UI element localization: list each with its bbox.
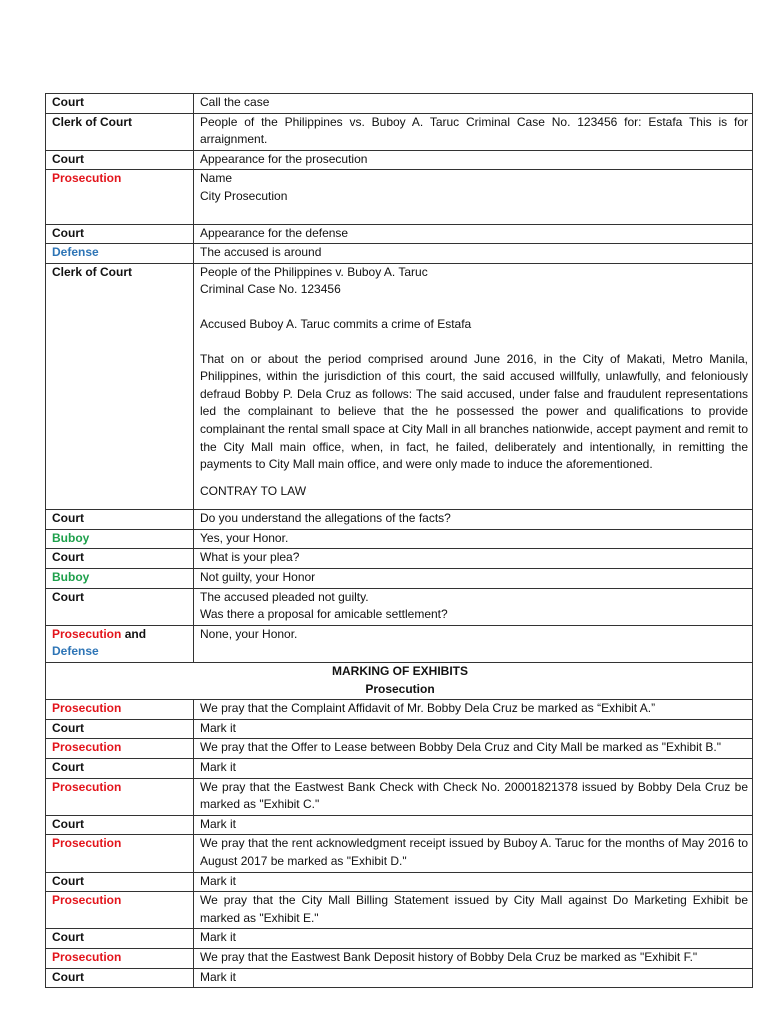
table-row <box>46 569 753 589</box>
dialogue-line: We pray that the Eastwest Bank Deposit history of Bobby Dela Cruz be marked as "Exhibit F." <box>200 949 698 964</box>
table-row <box>46 929 753 949</box>
dialogue-cell <box>194 150 753 170</box>
table-row <box>46 815 753 835</box>
table-row <box>46 759 753 779</box>
table-row <box>46 739 753 759</box>
section-header-row <box>46 663 753 700</box>
table-row <box>46 700 753 720</box>
table-row <box>46 968 753 988</box>
opening-rows <box>46 94 753 264</box>
dialogue-line: What is your plea? <box>200 550 300 565</box>
speaker-cell: Court <box>46 872 194 892</box>
dialogue-line: The accused pleaded not guilty. <box>200 589 369 604</box>
dialogue-line: Name <box>200 171 233 186</box>
table-row <box>46 244 753 264</box>
table-row <box>46 835 753 872</box>
dialogue-line: We pray that the Eastwest Bank Check with Check No. 20001821378 issued by Bobby Dela Cruz be marked as "Exhibit C." <box>200 779 748 812</box>
dialogue-cell <box>194 244 753 264</box>
table-row <box>46 94 753 114</box>
speaker-cell: Defense <box>46 244 194 264</box>
dialogue-cell <box>194 529 753 549</box>
dialogue-cell <box>194 968 753 988</box>
dialogue-cell <box>194 700 753 720</box>
dialogue-cell <box>194 263 753 510</box>
dialogue-line: Not guilty, your Honor <box>200 570 316 585</box>
dialogue-cell <box>194 892 753 929</box>
speaker-cell: Buboy <box>46 529 194 549</box>
table-row <box>46 113 753 150</box>
transcript-document <box>45 93 748 988</box>
dialogue-line: Mark it <box>200 720 236 735</box>
dialogue-line: Mark it <box>200 969 236 984</box>
dialogue-line: People of the Philippines vs. Buboy A. Taruc Criminal Case No. 123456 for: Estafa This is for arraignment. <box>200 114 748 147</box>
dialogue-cell <box>194 719 753 739</box>
dialogue-line: Appearance for the prosecution <box>200 151 368 166</box>
table-row <box>46 150 753 170</box>
speaker-cell: Court <box>46 815 194 835</box>
speaker-cell <box>46 625 194 662</box>
speaker-cell: Prosecution <box>46 170 194 224</box>
dialogue-line: Call the case <box>200 95 270 109</box>
speaker-cell: Court <box>46 510 194 530</box>
dialogue-cell <box>194 94 753 114</box>
dialogue-cell <box>194 835 753 872</box>
speaker-cell: Prosecution <box>46 835 194 872</box>
speaker-cell: Court <box>46 549 194 569</box>
case-number: Criminal Case No. 123456 <box>200 282 341 297</box>
joint-reply-section <box>46 625 753 699</box>
dialogue-line: We pray that the City Mall Billing Statement issued by City Mall against Do Marketing Exhibit be marked as "Exhibit E." <box>200 893 748 925</box>
speaker-cell: Court <box>46 150 194 170</box>
dialogue-cell <box>194 948 753 968</box>
speaker-cell: Court <box>46 759 194 779</box>
dialogue-cell <box>194 872 753 892</box>
table-row <box>46 170 753 224</box>
dialogue-cell <box>194 510 753 530</box>
dialogue-line: Do you understand the allegations of the facts? <box>200 511 451 526</box>
information-paragraph: That on or about the period comprised around June 2016, in the City of Makati, Metro Manila, Philippines, within the jurisdiction of this court, the said accused willfully, unlawfully, and feloniously defraud Bobby P. Dela Cruz as follows: The said accused, under false and fraudulent representations led the complainant to believe that the he possessed the power and qualifications to provide complainant the rental small space at City Mall in all branches nationwide, accept payment and remit to the City Mall main office, when, in fact, he failed, deliberately and intentionally, in remitting the payments to City Mall main office, and were only made to induce the aforementioned. <box>200 351 748 472</box>
dialogue-line: We pray that the rent acknowledgment receipt issued by Buboy A. Taruc for the months of May 2016 to August 2017 be marked as "Exhibit D." <box>200 836 748 868</box>
case-caption: People of the Philippines v. Buboy A. Taruc <box>200 264 428 279</box>
table-row <box>46 719 753 739</box>
plea-rows <box>46 510 753 626</box>
dialogue-cell <box>194 588 753 625</box>
dialogue-cell: None, your Honor. <box>194 625 753 662</box>
dialogue-cell <box>194 929 753 949</box>
speaker-defense: Defense <box>52 644 99 659</box>
dialogue-cell <box>194 549 753 569</box>
speaker-cell: Court <box>46 588 194 625</box>
dialogue-cell <box>194 759 753 779</box>
dialogue-line: City Prosecution <box>200 188 288 203</box>
table-row <box>46 872 753 892</box>
speaker-cell: Court <box>46 719 194 739</box>
charge-statement: Accused Buboy A. Taruc commits a crime of Estafa <box>200 316 472 331</box>
speaker-cell: Court <box>46 968 194 988</box>
dialogue-cell <box>194 113 753 150</box>
dialogue-line: Mark it <box>200 930 236 945</box>
closing-line: CONTRAY TO LAW <box>200 483 307 498</box>
speaker-cell: Court <box>46 929 194 949</box>
speaker-cell: Prosecution <box>46 700 194 720</box>
dialogue-line: Mark it <box>200 760 236 774</box>
table-row <box>46 549 753 569</box>
speaker-conjunction: and <box>124 626 147 641</box>
exhibit-rows <box>46 700 753 988</box>
dialogue-cell <box>194 815 753 835</box>
dialogue-line: We pray that the Offer to Lease between Bobby Dela Cruz and City Mall be marked as "Exhibit B." <box>200 740 722 755</box>
transcript-table <box>45 93 753 988</box>
speaker-cell: Clerk of Court <box>46 263 194 510</box>
clerk-reading-section <box>46 263 753 510</box>
dialogue-line: We pray that the Complaint Affidavit of Mr. Bobby Dela Cruz be marked as “Exhibit A.” <box>200 701 656 716</box>
table-row <box>46 892 753 929</box>
table-row <box>46 529 753 549</box>
section-header-cell <box>46 663 753 700</box>
speaker-cell: Prosecution <box>46 739 194 759</box>
table-row <box>46 778 753 815</box>
table-row <box>46 263 753 510</box>
dialogue-line: Mark it <box>200 816 236 831</box>
table-row <box>46 510 753 530</box>
speaker-cell: Court <box>46 94 194 114</box>
dialogue-line: Mark it <box>200 873 236 888</box>
speaker-cell: Prosecution <box>46 892 194 929</box>
dialogue-cell <box>194 569 753 589</box>
section-subtitle: Prosecution <box>365 681 435 696</box>
dialogue-cell <box>194 170 753 224</box>
dialogue-line: The accused is around <box>200 245 322 260</box>
speaker-cell: Prosecution <box>46 778 194 815</box>
speaker-cell: Clerk of Court <box>46 113 194 150</box>
speaker-cell: Court <box>46 224 194 244</box>
dialogue-line: Yes, your Honor. <box>200 530 289 545</box>
speaker-cell: Buboy <box>46 569 194 589</box>
dialogue-cell <box>194 224 753 244</box>
table-row <box>46 625 753 662</box>
dialogue-line: Was there a proposal for amicable settlement? <box>200 607 448 622</box>
speaker-prosecution: Prosecution <box>52 626 122 641</box>
dialogue-line: Appearance for the defense <box>200 225 349 240</box>
speaker-cell: Prosecution <box>46 948 194 968</box>
table-row <box>46 224 753 244</box>
table-row <box>46 588 753 625</box>
dialogue-cell <box>194 778 753 815</box>
table-row <box>46 948 753 968</box>
dialogue-cell <box>194 739 753 759</box>
section-title: MARKING OF EXHIBITS <box>331 664 468 679</box>
